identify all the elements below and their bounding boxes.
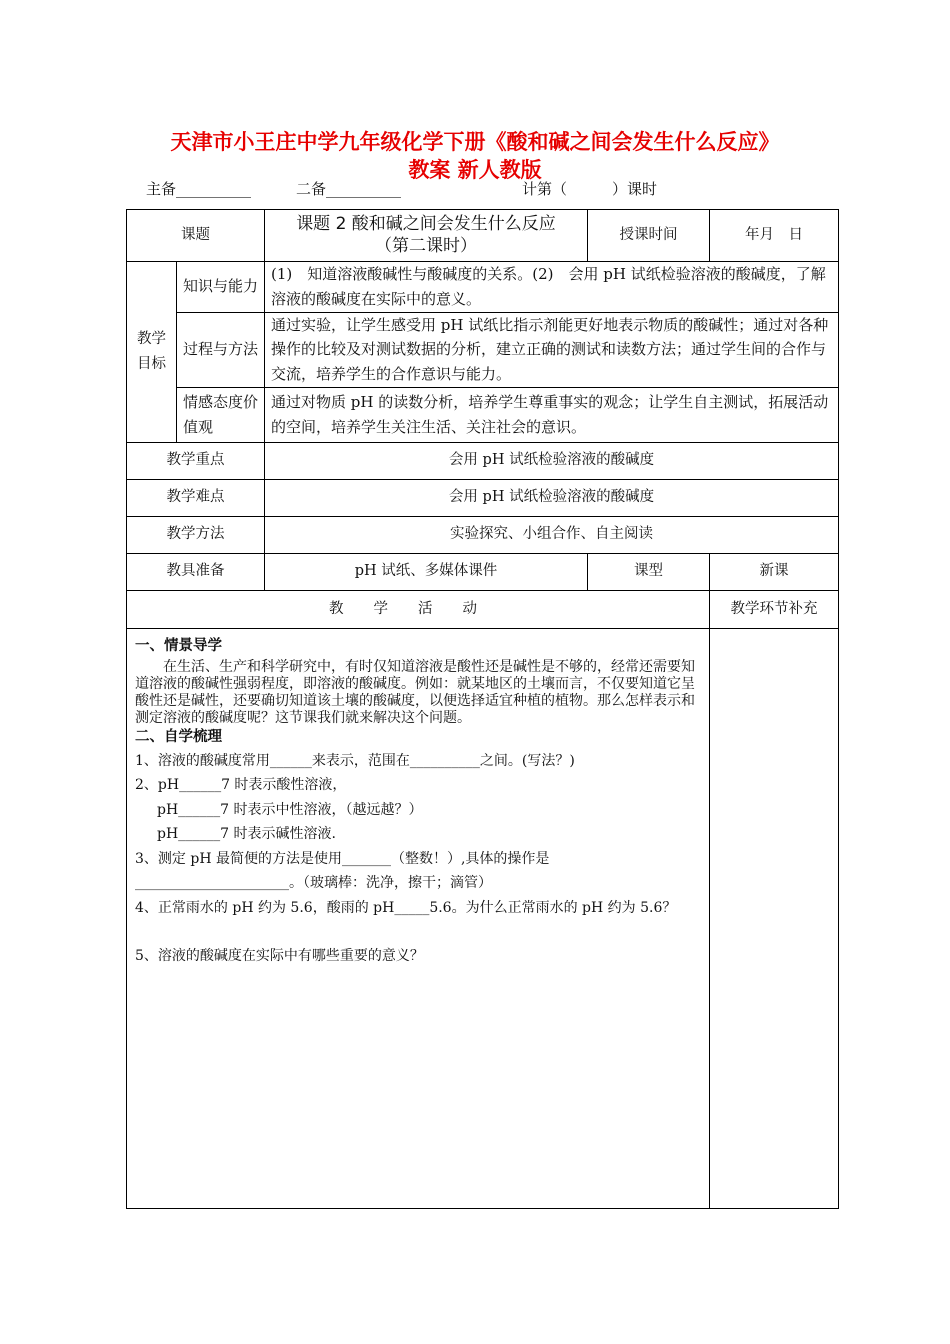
goal-label: 知识与能力 [177,262,265,313]
method-label: 教学方法 [127,516,265,553]
topic-cell [265,210,588,262]
type-value: 新课 [710,553,839,590]
goal-text: 通过对物质 pH 的读数分析，培养学生尊重事实的观念；让学生自主测试，拓展活动的空间，培养学生关注生活、关注社会的意识。 [265,387,839,442]
section-heading: 二、自学梳理 [135,729,222,746]
topic-label: 课题 [127,210,265,262]
tools-value: pH 试纸、多媒体课件 [265,553,588,590]
activity-content [127,628,710,1208]
goals-label: 教学目标 [127,262,177,443]
goal-label: 过程与方法 [177,312,265,387]
focus-value: 会用 pH 试纸检验溶液的酸碱度 [265,442,839,479]
focus-row [127,442,839,479]
goal-row-process [127,312,839,387]
document-subtitle: 教案 新人教版 [408,158,542,182]
preparer-field: 主备__________ [146,180,252,198]
question-1: 1、溶液的酸碱度常用______来表示，范围在__________之间。(写法？) [135,752,575,769]
goal-text: 通过实验，让学生感受用 pH 试纸比指示剂能更好地表示物质的酸碱性；通过对各种操作的比较及对测试数据的分析，建立正确的测试和读数方法；通过学生间的合作与交流，培养学生的合作意识与能力。 [265,312,839,387]
topic-title: 课题 2 酸和碱之间会发生什么反应 [296,214,556,235]
supplement-header: 教学环节补充 [710,590,839,628]
difficulty-label: 教学难点 [127,479,265,516]
question-4: 4、正常雨水的 pH 约为 5.6，酸雨的 pH_____5.6。为什么正常雨水的 pH 约为 5.6？ [135,899,677,916]
time-label: 授课时间 [588,210,710,262]
lesson-count-field: 计第（ ）课时 [522,180,658,198]
difficulty-value: 会用 pH 试纸检验溶液的酸碱度 [265,479,839,516]
goal-row-knowledge [127,262,839,313]
supplement-cell [710,628,839,1208]
tools-label: 教具准备 [127,553,265,590]
activity-header-row [127,590,839,628]
goal-text: (1) 知道溶液酸碱性与酸碱度的关系。(2) 会用 pH 试纸检验溶液的酸碱度，了解溶液的酸碱度在实际中的意义。 [265,262,839,313]
goal-label: 情感态度价值观 [177,387,265,442]
topic-subtitle: （第二课时） [375,235,477,256]
activity-header-text: 教学活动 [329,600,507,617]
second-preparer-field: 二备__________ [296,180,402,198]
question-5: 5、溶液的酸碱度在实际中有哪些重要的意义？ [135,948,424,965]
type-label: 课型 [588,553,710,590]
focus-label: 教学重点 [127,442,265,479]
question-2a: 2、pH______7 时表示酸性溶液， [135,777,347,794]
activity-body-row [127,628,839,1208]
question-2c: pH______7 时表示碱性溶液. [157,826,336,843]
document-title: 天津市小王庄中学九年级化学下册《酸和碱之间会发生什么反应》 [170,130,780,154]
activity-header [127,590,710,628]
intro-paragraph: 在生活、生产和科学研究中，有时仅知道溶液是酸性还是碱性是不够的，经常还需要知道溶液的酸碱性强弱程度，即溶液的酸碱度。例如：就某地区的土壤而言，不仅要知道它呈酸性还是碱性，还要确切知道该土壤的酸碱度，以便选择适宜种植的植物。那么怎样表示和测定溶液的酸碱度呢？这节课我们就来解决这个问题。 [135,659,695,726]
section-heading: 一、情景导学 [135,637,222,654]
topic-row [127,210,839,262]
lesson-plan-table [126,209,839,1209]
time-value: 年月 日 [710,210,839,262]
goal-row-attitude [127,387,839,442]
difficulty-row [127,479,839,516]
method-row [127,516,839,553]
question-3: 3、测定 pH 最简便的方法是使用_______（整数！）,具体的操作是______________________。（玻璃棒：洗净，擦干；滴管） [135,850,550,892]
method-value: 实验探究、小组合作、自主阅读 [265,516,839,553]
tools-row [127,553,839,590]
question-2b: pH______7 时表示中性溶液，（越远越？） [157,801,423,818]
